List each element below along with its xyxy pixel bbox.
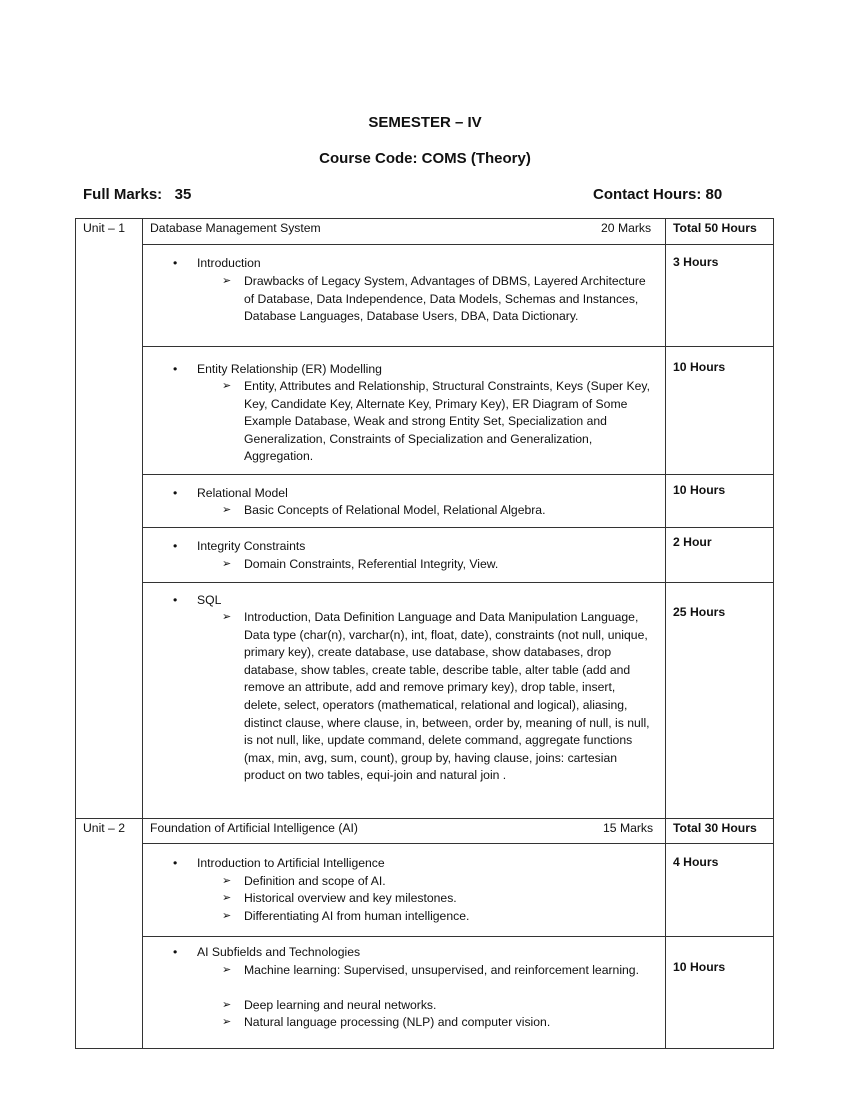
subtopic-text: Historical overview and key milestones.: [244, 891, 457, 905]
contact-hours: Contact Hours: 80: [593, 186, 723, 203]
topic-name: Introduction: [197, 256, 261, 270]
bullet-icon: •: [173, 486, 178, 500]
bullet-icon: •: [173, 539, 178, 553]
arrow-bullet-icon: ➢: [222, 910, 232, 922]
unit-1-total-hours: Total 50 Hours: [673, 221, 757, 235]
subtopic-text: Machine learning: Supervised, unsupervised, and reinforcement learning.: [244, 963, 639, 977]
unit-1-marks: 20 Marks: [601, 221, 652, 235]
bullet-icon: •: [173, 362, 178, 376]
subtopic-text: Differentiating AI from human intelligence.: [244, 909, 470, 923]
arrow-bullet-icon: ➢: [222, 892, 232, 904]
subtopic-text: Drawbacks of Legacy System, Advantages of DBMS, Layered Architecture of Database, Data Independence, Data Models, Schemas and Instances, Database Languages, Database Users, DBA, Data Dictionary.: [244, 274, 646, 324]
subtopic-text: Introduction, Data Definition Language and Data Manipulation Language, Data type (char(n), varchar(n), int, float, date), constraints (not null, unique, primary key), create database, use database, show databases, drop database, show tables, create table, describe table, alter table (add and remove an attribute, add and remove primary key), drop table, insert, delete, select, operators (mathematical, relational and logical), aliasing, distinct clause, where clause, in, between, order by, meaning of null, is null, is not null, like, update command, delete command, aggregate functions (max, min, avg, sum, count), group by, having clause, joins: cartesian product on two tables, equi-join and natural join .: [244, 610, 650, 783]
subtopic-text: Deep learning and neural networks.: [244, 998, 437, 1012]
bullet-icon: •: [173, 945, 178, 959]
unit-1-label: Unit – 1: [83, 221, 126, 235]
topic-hours: 10 Hours: [673, 960, 726, 974]
arrow-bullet-icon: ➢: [222, 380, 232, 392]
topic-name: Relational Model: [197, 486, 288, 500]
subtopic-text: Natural language processing (NLP) and computer vision.: [244, 1015, 551, 1029]
topic-hours: 2 Hour: [673, 535, 712, 549]
unit-2-label: Unit – 2: [83, 821, 126, 835]
arrow-bullet-icon: ➢: [222, 611, 232, 623]
topic-name: Integrity Constraints: [197, 539, 306, 553]
arrow-bullet-icon: ➢: [222, 964, 232, 976]
topic-hours: 3 Hours: [673, 255, 719, 269]
arrow-bullet-icon: ➢: [222, 275, 232, 287]
unit-2-title: Foundation of Artificial Intelligence (AI): [150, 821, 358, 835]
arrow-bullet-icon: ➢: [222, 1016, 232, 1028]
topic-name: Entity Relationship (ER) Modelling: [197, 362, 382, 376]
subtopic-text: Basic Concepts of Relational Model, Relational Algebra.: [244, 503, 546, 517]
subtopic-text: Entity, Attributes and Relationship, Structural Constraints, Keys (Super Key, Key, Candidate Key, Alternate Key, Primary Key), ER Diagram of Some Example Database, Weak and strong Entity Set, Specialization and Generalization, Constraints of Specialization and Generalization, Aggregation.: [244, 379, 650, 464]
bullet-icon: •: [173, 856, 178, 870]
arrow-bullet-icon: ➢: [222, 999, 232, 1011]
bullet-icon: •: [173, 593, 178, 607]
topic-hours: 10 Hours: [673, 483, 726, 497]
subtopic-text: Definition and scope of AI.: [244, 874, 386, 888]
unit-1-title: Database Management System: [150, 221, 321, 235]
topic-name: Introduction to Artificial Intelligence: [197, 856, 385, 870]
course-code: Course Code: COMS (Theory): [319, 150, 531, 167]
topic-name: AI Subfields and Technologies: [197, 945, 361, 959]
unit-2-marks: 15 Marks: [603, 821, 654, 835]
full-marks: Full Marks: 35: [83, 186, 192, 203]
topic-hours: 4 Hours: [673, 855, 719, 869]
arrow-bullet-icon: ➢: [222, 558, 232, 570]
subtopic-text: Domain Constraints, Referential Integrity, View.: [244, 557, 499, 571]
topic-hours: 25 Hours: [673, 605, 726, 619]
arrow-bullet-icon: ➢: [222, 875, 232, 887]
topic-hours: 10 Hours: [673, 360, 726, 374]
bullet-icon: •: [173, 256, 178, 270]
topic-name: SQL: [197, 593, 222, 607]
arrow-bullet-icon: ➢: [222, 504, 232, 516]
unit-2-total-hours: Total 30 Hours: [673, 821, 757, 835]
semester-title: SEMESTER – IV: [368, 114, 482, 131]
